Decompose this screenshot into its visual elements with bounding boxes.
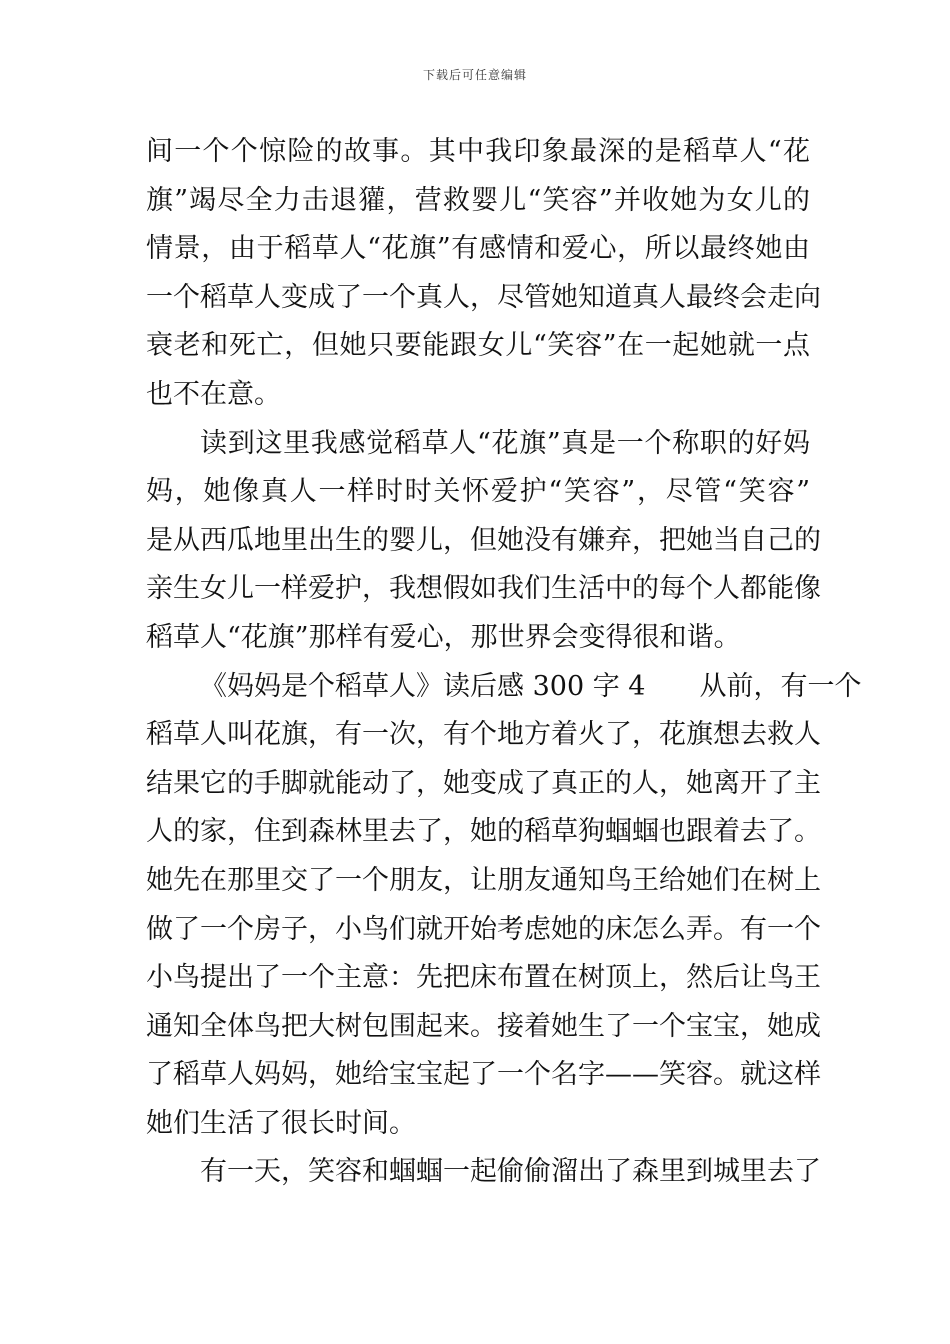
text-line: 间一个个惊险的故事。其中我印象最深的是稻草人“花 <box>146 136 810 167</box>
text-line: 做了一个房子，小鸟们就开始考虑她的床怎么弄。有一个 <box>146 913 821 945</box>
text-line: 通知全体鸟把大树包围起来。接着她生了一个宝宝，她成 <box>146 1010 821 1042</box>
text-line: 稻草人叫花旗，有一次，有个地方着火了，花旗想去救人 <box>146 719 821 751</box>
text-line: 一个稻草人变成了一个真人，尽管她知道真人最终会走向 <box>146 281 821 313</box>
text-line: 旗”竭尽全力击退獾，营救婴儿“笑容”并收她为女儿的 <box>146 184 810 216</box>
text-line: 了稻草人妈妈，她给宝宝起了一个名字——笑容。就这样 <box>146 1059 821 1091</box>
text-line: 亲生女儿一样爱护，我想假如我们生活中的每个人都能像 <box>146 573 821 605</box>
text-line: 结果它的手脚就能动了，她变成了真正的人，她离开了主 <box>146 767 821 799</box>
text-line: 小鸟提出了一个主意：先把床布置在树顶上，然后让鸟王 <box>146 962 821 994</box>
body-text <box>146 128 862 1197</box>
page-header: 下载后可任意编辑 <box>422 68 527 82</box>
text-line: 有一天，笑容和蝈蝈一起偷偷溜出了森里到城里去了 <box>200 1156 821 1188</box>
text-line: 衰老和死亡，但她只要能跟女儿“笑容”在一起她就一点 <box>146 330 810 362</box>
text-line: 她们生活了很长时间。 <box>146 1107 416 1139</box>
text-line: 是从西瓜地里出生的婴儿，但她没有嫌弃，把她当自己的 <box>146 524 821 556</box>
text-line: 也不在意。 <box>146 378 281 410</box>
text-line: 她先在那里交了一个朋友，让朋友通知鸟王给她们在树上 <box>146 864 821 896</box>
text-line: 情景，由于稻草人“花旗”有感情和爱心，所以最终她由 <box>146 233 810 265</box>
text-line: 人的家，住到森林里去了，她的稻草狗蝈蝈也跟着去了。 <box>146 816 821 848</box>
text-line: 稻草人“花旗”那样有爱心，那世界会变得很和谐。 <box>146 621 741 653</box>
text-line: 《妈妈是个稻草人》读后感 300 字 4 从前，有一个 <box>200 670 862 702</box>
text-line: 妈，她像真人一样时时关怀爱护“笑容”，尽管“笑容” <box>146 476 810 508</box>
text-line: 读到这里我感觉稻草人“花旗”真是一个称职的好妈 <box>200 427 810 459</box>
